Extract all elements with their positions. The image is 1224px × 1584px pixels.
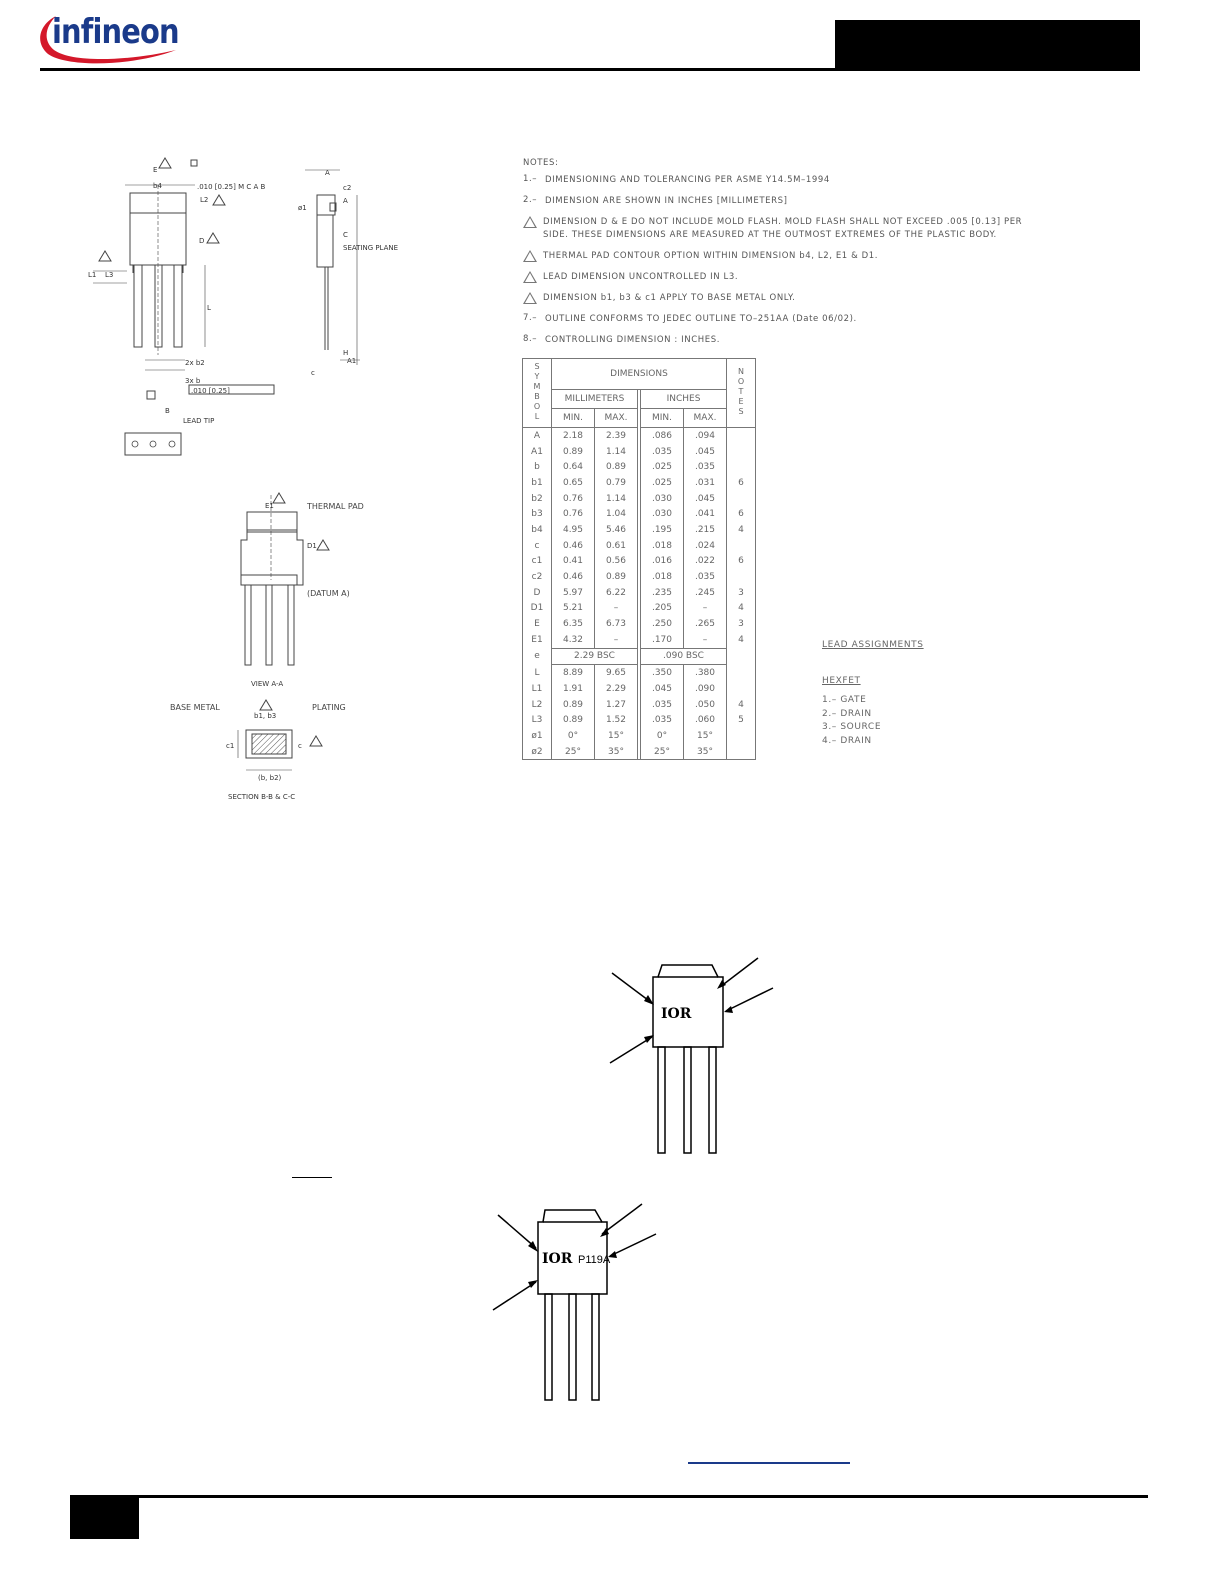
dim-cell-sym: c — [523, 538, 552, 554]
dimension-row — [523, 616, 756, 632]
dim-cell-in-min: 0° — [641, 728, 684, 744]
dim-cell-sym: b4 — [523, 522, 552, 538]
dimension-row — [523, 506, 756, 522]
dim-cell-in-max: .035 — [684, 459, 727, 475]
dim-cell-mm-max: 0.56 — [595, 554, 638, 570]
dim-cell-in-min: .025 — [641, 475, 684, 491]
dim-cell-mm-max: 0.89 — [595, 459, 638, 475]
part-marking-drawing-2 — [490, 1200, 670, 1405]
tolerance-frame-2: .010 [0.25] — [191, 387, 230, 395]
symbol-header: SYMBOL — [523, 359, 552, 428]
note-item: DIMENSION b1, b3 & c1 APPLY TO BASE METAL ONLY. — [523, 292, 1043, 305]
dimensions-header: DIMENSIONS — [552, 359, 727, 390]
dim-cell-mm-max: 1.27 — [595, 697, 638, 713]
footer-rule — [70, 1495, 1148, 1498]
dimension-row — [523, 697, 756, 713]
dim-cell-mm-min: 0.89 — [552, 697, 595, 713]
dim-cell-sym: A — [523, 428, 552, 444]
dim-cell-sym: ø1 — [523, 728, 552, 744]
dim-cell-mm-max: 1.14 — [595, 491, 638, 507]
footer-black-block — [70, 1495, 139, 1539]
dim-cell-mm-min: 2.18 — [552, 428, 595, 444]
dim-cell-mm-max: 1.52 — [595, 712, 638, 728]
dim-cell-mm-min: 0.41 — [552, 554, 595, 570]
dim-cell-in-max: .265 — [684, 616, 727, 632]
dimension-row — [523, 585, 756, 601]
section-label: SECTION B-B & C-C — [228, 793, 296, 801]
dim-cell-sym: ø2 — [523, 744, 552, 760]
dim-cell-note — [727, 569, 756, 585]
note-item: 8.– CONTROLLING DIMENSION : INCHES. — [523, 334, 720, 345]
svg-text:c1: c1 — [226, 742, 235, 750]
note-item: 2.– DIMENSION ARE SHOWN IN INCHES [MILLIMETERS] — [523, 195, 788, 206]
svg-text:b4: b4 — [153, 182, 162, 190]
lead-assignments-title: LEAD ASSIGNMENTS — [822, 640, 924, 650]
dim-cell-sym: e — [523, 648, 552, 665]
dimension-row — [523, 444, 756, 460]
dim-cell-mm-bsc: 2.29 BSC — [552, 648, 638, 665]
svg-text:b1, b3: b1, b3 — [254, 712, 277, 720]
dim-cell-mm-min: 0.65 — [552, 475, 595, 491]
dim-cell-in-min: .030 — [641, 506, 684, 522]
dim-cell-sym: D1 — [523, 601, 552, 617]
dim-cell-sym: b1 — [523, 475, 552, 491]
dim-cell-in-min: .035 — [641, 697, 684, 713]
note-triangle-icon — [523, 216, 537, 228]
dim-cell-note: 6 — [727, 554, 756, 570]
dim-cell-mm-min: 0.46 — [552, 569, 595, 585]
section-drawing — [168, 698, 346, 803]
plating-label: PLATING — [312, 703, 346, 712]
dim-cell-sym: b — [523, 459, 552, 475]
note-triangle-icon — [523, 271, 537, 283]
svg-text:A1: A1 — [347, 357, 357, 365]
dim-cell-note: 3 — [727, 616, 756, 632]
note-triangle-icon — [523, 250, 537, 262]
dim-cell-in-min: .205 — [641, 601, 684, 617]
dim-cell-mm-min: 0.76 — [552, 491, 595, 507]
dim-cell-mm-max: 5.46 — [595, 522, 638, 538]
dim-cell-sym: L1 — [523, 681, 552, 697]
dim-cell-in-max: .215 — [684, 522, 727, 538]
view-aa-drawing — [225, 490, 385, 695]
dim-cell-in-min: .030 — [641, 491, 684, 507]
svg-text:c: c — [298, 742, 302, 750]
lead-tip-label: LEAD TIP — [183, 417, 215, 425]
dim-cell-mm-max: 6.73 — [595, 616, 638, 632]
dim-cell-in-min: .018 — [641, 569, 684, 585]
small-rule — [292, 1177, 332, 1178]
svg-text:ø1: ø1 — [298, 204, 307, 212]
svg-text:2x b2: 2x b2 — [185, 359, 205, 367]
dim-cell-mm-max: 0.61 — [595, 538, 638, 554]
svg-text:D1: D1 — [307, 542, 317, 550]
dim-cell-mm-max: 2.39 — [595, 428, 638, 444]
dim-cell-note — [727, 428, 756, 444]
dim-cell-sym: E — [523, 616, 552, 632]
dim-cell-mm-min: 25° — [552, 744, 595, 760]
dim-cell-sym: L2 — [523, 697, 552, 713]
header-rule — [40, 68, 1140, 71]
dim-cell-note — [727, 538, 756, 554]
dim-cell-in-max: .031 — [684, 475, 727, 491]
dim-cell-note — [727, 648, 756, 665]
dimension-row — [523, 428, 756, 444]
dim-cell-mm-min: 0.89 — [552, 444, 595, 460]
dim-cell-sym: c1 — [523, 554, 552, 570]
dimension-row — [523, 459, 756, 475]
dim-cell-in-max: .380 — [684, 665, 727, 681]
note-item: DIMENSION D & E DO NOT INCLUDE MOLD FLASH. MOLD FLASH SHALL NOT EXCEED .005 [0.13] PER SIDE. THESE DIMENSIONS ARE MEASURED AT THE OUTMOST EXTREMES OF THE PLASTIC BODY. — [523, 216, 1043, 242]
dim-cell-mm-max: – — [595, 601, 638, 617]
lead-item: 3.– SOURCE — [822, 722, 882, 732]
dim-cell-sym: A1 — [523, 444, 552, 460]
dimension-row — [523, 632, 756, 648]
svg-text:L1: L1 — [88, 271, 97, 279]
dimensions-table — [522, 358, 756, 760]
svg-text:c2: c2 — [343, 184, 352, 192]
dim-cell-in-max: .035 — [684, 569, 727, 585]
dim-cell-note — [727, 665, 756, 681]
dim-cell-in-bsc: .090 BSC — [641, 648, 727, 665]
svg-text:(b, b2): (b, b2) — [258, 774, 282, 782]
dim-cell-note: 6 — [727, 506, 756, 522]
in-min-header: MIN. — [641, 409, 684, 428]
svg-text:L2: L2 — [200, 196, 209, 204]
notes-title: NOTES: — [523, 158, 559, 168]
dim-cell-in-max: .022 — [684, 554, 727, 570]
dimension-row — [523, 744, 756, 760]
dim-cell-mm-max: – — [595, 632, 638, 648]
dimension-row — [523, 475, 756, 491]
dim-cell-in-max: .094 — [684, 428, 727, 444]
mm-min-header: MIN. — [552, 409, 595, 428]
svg-text:SEATING PLANE: SEATING PLANE — [343, 244, 399, 252]
dim-cell-note: 3 — [727, 585, 756, 601]
dim-cell-sym: E1 — [523, 632, 552, 648]
dim-cell-mm-min: 0.46 — [552, 538, 595, 554]
note-triangle-icon — [523, 292, 537, 304]
thermal-pad-label: THERMAL PAD — [307, 502, 364, 511]
infineon-logo: infineon — [52, 12, 179, 52]
dim-cell-note: 6 — [727, 475, 756, 491]
dim-cell-note: 4 — [727, 601, 756, 617]
part-marking-drawing-1 — [600, 955, 790, 1160]
dimension-row — [523, 522, 756, 538]
datum-a-label: (DATUM A) — [307, 589, 350, 598]
part-number-marking: P119A — [578, 1254, 611, 1266]
dim-cell-sym: b2 — [523, 491, 552, 507]
dim-cell-mm-max: 35° — [595, 744, 638, 760]
svg-text:L: L — [207, 304, 211, 312]
dim-cell-in-min: 25° — [641, 744, 684, 760]
dim-cell-note — [727, 728, 756, 744]
dim-cell-mm-min: 0.76 — [552, 506, 595, 522]
dim-cell-in-min: .018 — [641, 538, 684, 554]
note-item: 1.– DIMENSIONING AND TOLERANCING PER ASME Y14.5M–1994 — [523, 174, 830, 185]
dim-cell-in-min: .025 — [641, 459, 684, 475]
dim-cell-mm-max: 2.29 — [595, 681, 638, 697]
dim-cell-in-min: .170 — [641, 632, 684, 648]
lead-item: 4.– DRAIN — [822, 735, 872, 746]
dim-cell-note — [727, 459, 756, 475]
svg-text:.010 [0.25] M C A B: .010 [0.25] M C A B — [197, 183, 266, 191]
note-item: 7.– OUTLINE CONFORMS TO JEDEC OUTLINE TO–251AA (Date 06/02). — [523, 313, 857, 324]
notes-block — [523, 158, 1043, 355]
dimension-row — [523, 569, 756, 585]
base-metal-label: BASE METAL — [170, 703, 220, 712]
dimension-row — [523, 601, 756, 617]
side-view-drawing — [295, 165, 399, 380]
dim-cell-in-min: .195 — [641, 522, 684, 538]
dim-cell-sym: D — [523, 585, 552, 601]
view-aa-label: VIEW A-A — [251, 680, 284, 688]
dim-cell-mm-max: 1.04 — [595, 506, 638, 522]
dim-cell-note — [727, 744, 756, 760]
dim-cell-mm-min: 5.21 — [552, 601, 595, 617]
dim-cell-in-max: .024 — [684, 538, 727, 554]
dim-cell-mm-max: 6.22 — [595, 585, 638, 601]
dim-cell-in-max: .050 — [684, 697, 727, 713]
dim-cell-in-min: .235 — [641, 585, 684, 601]
dim-cell-in-min: .250 — [641, 616, 684, 632]
dimension-row — [523, 665, 756, 681]
dim-cell-in-max: – — [684, 601, 727, 617]
dimension-row — [523, 538, 756, 554]
svg-text:E: E — [153, 166, 158, 174]
footer-link-underline[interactable] — [688, 1462, 850, 1464]
inches-header: INCHES — [641, 390, 727, 409]
dim-cell-mm-min: 0° — [552, 728, 595, 744]
front-view-drawing — [85, 155, 285, 465]
dim-cell-in-max: 35° — [684, 744, 727, 760]
dimension-row — [523, 491, 756, 507]
dim-cell-mm-max: 0.79 — [595, 475, 638, 491]
dim-cell-mm-max: 1.14 — [595, 444, 638, 460]
dim-cell-note: 4 — [727, 522, 756, 538]
dim-cell-sym: L — [523, 665, 552, 681]
lead-item: 1.– GATE — [822, 695, 867, 705]
dim-cell-note: 4 — [727, 697, 756, 713]
dim-cell-mm-max: 0.89 — [595, 569, 638, 585]
svg-text:D: D — [199, 237, 205, 245]
notes-header: NOTES — [727, 359, 756, 428]
dim-cell-mm-min: 5.97 — [552, 585, 595, 601]
dim-cell-mm-max: 9.65 — [595, 665, 638, 681]
dim-cell-note: 5 — [727, 712, 756, 728]
dim-cell-in-min: .035 — [641, 712, 684, 728]
dim-cell-mm-max: 15° — [595, 728, 638, 744]
dim-cell-sym: c2 — [523, 569, 552, 585]
svg-text:A: A — [325, 169, 330, 177]
dim-cell-note: 4 — [727, 632, 756, 648]
dim-cell-in-max: .045 — [684, 491, 727, 507]
dim-cell-mm-min: 4.95 — [552, 522, 595, 538]
dim-cell-mm-min: 4.32 — [552, 632, 595, 648]
dim-cell-mm-min: 6.35 — [552, 616, 595, 632]
svg-text:H: H — [343, 349, 349, 357]
dimension-row — [523, 712, 756, 728]
dimension-row — [523, 648, 756, 665]
dim-cell-in-min: .086 — [641, 428, 684, 444]
svg-text:c: c — [311, 369, 315, 377]
dim-cell-note — [727, 681, 756, 697]
header-black-block — [835, 20, 1140, 71]
dimension-row — [523, 681, 756, 697]
dimension-row — [523, 554, 756, 570]
dim-cell-note — [727, 444, 756, 460]
hexfet-title: HEXFET — [822, 676, 861, 686]
dim-cell-sym: b3 — [523, 506, 552, 522]
dim-cell-mm-min: 0.64 — [552, 459, 595, 475]
in-max-header: MAX. — [684, 409, 727, 428]
dim-cell-in-min: .035 — [641, 444, 684, 460]
lead-item: 2.– DRAIN — [822, 708, 872, 719]
mm-max-header: MAX. — [595, 409, 638, 428]
dim-cell-in-max: .045 — [684, 444, 727, 460]
ior-logo-1: IOR — [661, 1006, 692, 1022]
dim-cell-mm-min: 8.89 — [552, 665, 595, 681]
dim-cell-sym: L3 — [523, 712, 552, 728]
note-item: THERMAL PAD CONTOUR OPTION WITHIN DIMENSION b4, L2, E1 & D1. — [523, 250, 1043, 263]
ior-logo-2: IOR — [542, 1251, 573, 1267]
dim-cell-mm-min: 0.89 — [552, 712, 595, 728]
dim-cell-note — [727, 491, 756, 507]
dim-cell-in-max: – — [684, 632, 727, 648]
svg-text:3x b: 3x b — [185, 377, 201, 385]
dim-cell-in-max: .060 — [684, 712, 727, 728]
lead-assignments — [822, 640, 924, 748]
dim-cell-in-min: .016 — [641, 554, 684, 570]
dim-cell-mm-min: 1.91 — [552, 681, 595, 697]
svg-text:E1: E1 — [265, 502, 274, 510]
dim-cell-in-max: .245 — [684, 585, 727, 601]
dimension-row — [523, 728, 756, 744]
dim-cell-in-min: .350 — [641, 665, 684, 681]
note-item: LEAD DIMENSION UNCONTROLLED IN L3. — [523, 271, 1043, 284]
svg-text:B: B — [165, 407, 170, 415]
mm-header: MILLIMETERS — [552, 390, 638, 409]
svg-text:C: C — [343, 231, 348, 239]
dim-cell-in-max: 15° — [684, 728, 727, 744]
dim-cell-in-max: .090 — [684, 681, 727, 697]
svg-text:A: A — [343, 197, 348, 205]
dim-cell-in-min: .045 — [641, 681, 684, 697]
dim-cell-in-max: .041 — [684, 506, 727, 522]
svg-text:L3: L3 — [105, 271, 114, 279]
